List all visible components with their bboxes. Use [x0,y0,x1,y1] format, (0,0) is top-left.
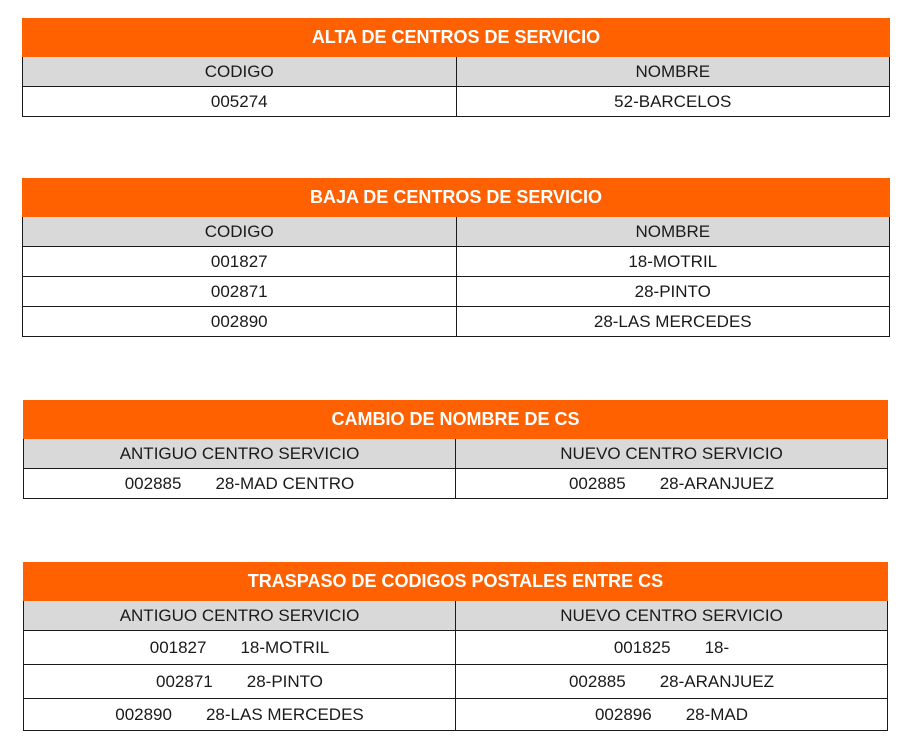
codigo-cell: 001827 [23,247,457,277]
antiguo-nombre: 28-MAD CENTRO [215,473,355,493]
antiguo-nombre: 28-PINTO [246,671,323,691]
nuevo-cell [456,469,888,499]
cambio-nuevo-header: NUEVO CENTRO SERVICIO [456,439,888,469]
traspaso-nuevo-header: NUEVO CENTRO SERVICIO [456,601,888,631]
table-row [24,699,888,731]
antiguo-codigo: 002890 [115,704,172,724]
antiguo-cell [24,631,456,665]
alta-nombre-header: NOMBRE [456,57,890,87]
traspaso-table [23,562,888,731]
codigo-cell: 002890 [23,307,457,337]
nuevo-nombre: 28-MAD [685,704,749,724]
baja-codigo-header: CODIGO [23,217,457,247]
table-row [24,469,888,499]
nuevo-codigo: 002896 [594,704,652,724]
table-row [23,277,890,307]
antiguo-codigo: 001827 [149,637,207,657]
baja-nombre-header: NOMBRE [456,217,890,247]
traspaso-title: TRASPASO DE CODIGOS POSTALES ENTRE CS [24,563,888,601]
codigo-cell: 005274 [23,87,457,117]
nuevo-nombre: 28-ARANJUEZ [659,473,775,493]
baja-title: BAJA DE CENTROS DE SERVICIO [23,179,890,217]
nuevo-codigo: 002885 [568,671,626,691]
alta-title: ALTA DE CENTROS DE SERVICIO [23,19,890,57]
nuevo-codigo: 002885 [568,473,626,493]
cambio-title: CAMBIO DE NOMBRE DE CS [24,401,888,439]
nuevo-cell [456,699,888,731]
alta-codigo-header: CODIGO [23,57,457,87]
antiguo-nombre: 28-LAS MERCEDES [205,704,364,724]
antiguo-nombre: 18-MOTRIL [240,637,330,657]
table-row [23,87,890,117]
nuevo-cell [456,631,888,665]
table-row [23,307,890,337]
table-row [24,665,888,699]
antiguo-codigo: 002871 [156,671,213,691]
table-row [24,631,888,665]
baja-table [22,178,890,337]
table-row [23,247,890,277]
alta-table [22,18,890,117]
nuevo-cell [456,665,888,699]
nombre-cell: 28-LAS MERCEDES [456,307,890,337]
nuevo-nombre: 18- [704,637,730,657]
nuevo-codigo: 001825 [613,637,671,657]
nombre-cell: 18-MOTRIL [456,247,890,277]
nuevo-nombre: 28-ARANJUEZ [659,671,775,691]
codigo-cell: 002871 [23,277,457,307]
nombre-cell: 52-BARCELOS [456,87,890,117]
antiguo-cell [24,469,456,499]
traspaso-antiguo-header: ANTIGUO CENTRO SERVICIO [24,601,456,631]
cambio-antiguo-header: ANTIGUO CENTRO SERVICIO [24,439,456,469]
antiguo-codigo: 002885 [124,473,182,493]
cambio-table [23,400,888,499]
antiguo-cell [24,665,456,699]
antiguo-cell [24,699,456,731]
nombre-cell: 28-PINTO [456,277,890,307]
